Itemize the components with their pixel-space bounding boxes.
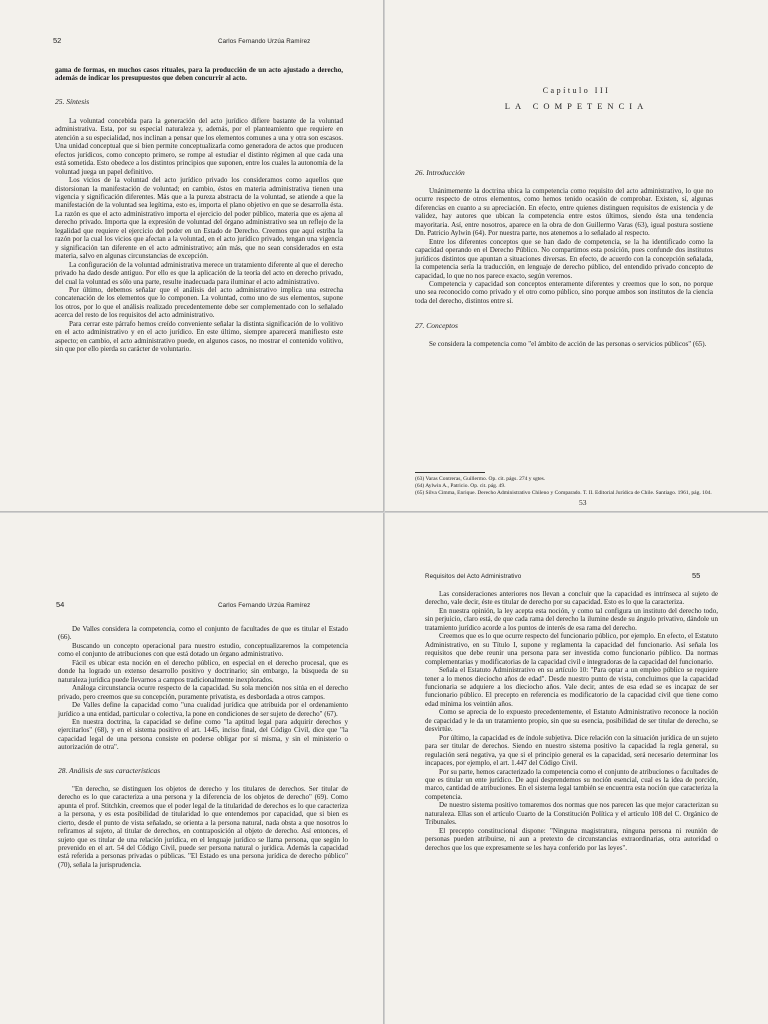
page-53 bbox=[385, 0, 768, 512]
page-54 bbox=[0, 513, 384, 1024]
footnote: (63) Varas Contreras, Guillermo. Op. cit. págs. 274 y sgtes. bbox=[415, 476, 546, 482]
paragraph: En nuestra doctrina, la capacidad se define como "la aptitud legal para adquirir derechos y ejercitarlos" (68), y en el sistema positivo el art. 1445, inciso final, del Código Civil, dice que "la capacidad legal de una persona consiste en poderse obligar por sí misma, y sin el ministerio o autorización de otra". bbox=[58, 717, 348, 752]
text-column bbox=[58, 625, 348, 869]
running-head: Carlos Fernando Urzúa Ramírez bbox=[218, 602, 311, 609]
running-head: Requisitos del Acto Administrativo bbox=[425, 573, 522, 580]
page-number: 53 bbox=[579, 498, 587, 507]
paragraph: Por último, debemos señalar que el análisis del acto administrativo implica una estrecha concatenación de los elementos que lo componen. La voluntad, como uno de sus elementos, supone los otros, por lo que el análisis realizado precedentemente debe ser complementado con lo señalado acerca del resto de los requisitos del acto administrativo. bbox=[55, 285, 343, 320]
paragraph: "En derecho, se distinguen los objetos de derecho y los titulares de derechos. Ser titular de derecho es lo que caracteriza a una persona y la diferencia de los objetos de derecho" (69). Como apunta el prof. Stitchkin, creemos que el poder legal de la titularidad de derechos es lo que caracteriza a la persona, y es esta posibilidad de titularidad lo que entendemos por capacidad, que si bien es cierto, desde el punto de vista señalado, se orienta a la persona natural, nada obsta a que nosotros lo refiramos al sujeto, al titular de derechos, en contraposición al objeto de derecho. Así entonces, el sujeto que es titular de una relación jurídica, en el lenguaje jurídico se llama persona, que según lo prevenido en el art. 54 del Código Civil, puede ser persona natural o jurídica. Además la capacidad está referida a personas privadas o públicas. "El Estado es una persona jurídica de derecho público" (70), señala la jurisprudencia. bbox=[58, 784, 348, 869]
paragraph: Competencia y capacidad son conceptos enteramente diferentes y creemos que lo son, no porque uno sea reconocido como privado y el otro como público, sino porque ambos son institutos de la ciencia toda del derecho, distintos entre sí. bbox=[415, 279, 713, 305]
paragraph: Análoga circunstancia ocurre respecto de la capacidad. Su sola mención nos sitúa en el derecho privado, pero creemos que su concepción, puramente privatista, es desbordada a otros campos. bbox=[58, 684, 348, 701]
paragraph: Fácil es ubicar esta noción en el derecho público, en especial en el derecho procesal, que es donde ha logrado un extenso desarrollo positivo y doctrinario; sin embargo, la búsqueda de su naturaleza jurídica puede llevarnos a campos tradicionalmente inexplorados. bbox=[58, 658, 348, 684]
paragraph: En nuestra opinión, la ley acepta esta noción, y como tal configura un instituto del derecho todo, sin perjuicio, claro está, de que cada rama del derecho la ilumine desde su ángulo privativo, dándole un tratamiento jurídico acorde a los puntos de interés de esa rama del derecho. bbox=[425, 606, 718, 632]
chapter-label: Capítulo III bbox=[542, 86, 611, 95]
paragraph: Como se aprecia de lo expuesto precedentemente, el Estatuto Administrativo reconoce la noción de capacidad y le da un tratamiento propio, sin que su esencia, posibilidad de ser titular de derecho, se desvirtúe. bbox=[425, 708, 718, 734]
paragraph: gama de formas, en muchos casos rituales, para la producción de un acto ajustado a derecho, además de indicar los presupuestos que deben concurrir al acto. bbox=[55, 66, 343, 83]
page-number: 55 bbox=[692, 571, 701, 580]
paragraph: Unánimemente la doctrina ubica la competencia como requisito del acto administrativo, lo que no ocurre respecto de otros elementos, como hemos tenido ocasión de comprobar. Existen, sí, algunas diferencias en cuanto a su apreciación. En efecto, entre quienes distinguen requisitos de existencia y de validez, hay autores que ubican la competencia entre estos últimos, siendo ésta una tendencia mayoritaria. Así, entre nosotros, aparece en la obra de don Guillermo Varas (63), igual postura sostiene Dn. Patricio Aylwin (64). Por nuestra parte, nos atenemos a lo señalado al respecto. bbox=[415, 187, 713, 238]
page-52 bbox=[0, 0, 384, 512]
paragraph: Señala el Estatuto Administrativo en su artículo 10: "Para optar a un empleo público se requiere tener a lo menos dieciocho años de edad". Desde nuestro punto de vista, concluimos que la capacidad funcionaria se adquiere a los dieciocho años. Vale decir, antes de esa edad se es incapaz de ser funcionario público. El precepto en referencia es modificatorio de la capacidad civil que tiene como edad mínima los veintiún años. bbox=[425, 666, 718, 708]
running-head: Carlos Fernando Urzúa Ramírez bbox=[218, 38, 311, 45]
paragraph: Para cerrar este párrafo hemos creído conveniente señalar la distinta significación de lo volitivo en el acto administrativo y en el acto jurídico. En este último, siempre aparecerá manifiesto este aspecto; en cambio, el acto administrativo puede, en algunos casos, no mostrar el contenido volitivo, sin que por ello pierda su carácter de voluntario. bbox=[55, 319, 343, 354]
paragraph: Se considera la competencia como "el ámbito de acción de las personas o servicios públicos" (65). bbox=[429, 340, 707, 349]
paragraph: Creemos que es lo que ocurre respecto del funcionario público, por ejemplo. En efecto, el Estatuto Administrativo, en su Título I, supone y reglamenta la capacidad del funcionario. Así señala los requisitos que debe reunir una persona para ser investida como funcionario público. Da normas complementarias y modificatorias de la capacidad civil e integradoras de la capacidad del funcionario. bbox=[425, 632, 718, 666]
paragraph: La configuración de la voluntad administrativa merece un tratamiento diferente al que el derecho privado ha dado desde antiguo. Por ello es que la aplicación de la teoría del acto en derecho privado, del cual la voluntad es sólo una parte, resulte inadecuada para iluminar el acto administrativo. bbox=[55, 260, 343, 286]
paragraph: Buscando un concepto operacional para nuestro estudio, conceptualizaremos la competencia como el conjunto de atribuciones con que está dotado un órgano administrativo. bbox=[58, 641, 348, 659]
paragraph: Por último, la capacidad es de índole subjetiva. Dice relación con la situación jurídica de un sujeto para ser titular de derechos. Siendo en nuestro sistema positivo la capacidad la regla general, su regulación será negativa, ya que si el principio general es la capacidad, será necesario determinar los incapaces, por ejemplo, el art. 1.447 del Código Civil. bbox=[425, 733, 718, 768]
paragraph: De Valles considera la competencia, como el conjunto de facultades de que es titular el Estado (66). bbox=[58, 625, 348, 642]
text-column bbox=[425, 590, 718, 852]
footnote-rule bbox=[415, 472, 485, 473]
paragraph: De Valles define la capacidad como "una cualidad jurídica que atribuida por el ordenamiento jurídico a una entidad, particular o colectiva, la pone en condiciones de ser sujeto de derecho" (67). bbox=[58, 701, 348, 718]
text-column bbox=[55, 66, 343, 354]
paragraph: De nuestro sistema positivo tomaremos dos normas que nos parecen las que mejor caracterizan su naturaleza. Ellas son el artículo Cuarto de la Constitución Política y el artículo 108 del C. Orgánico de Tribunales. bbox=[425, 801, 718, 827]
section-heading: 28. Análisis de sus características bbox=[58, 765, 161, 775]
section-heading: 25. Síntesis bbox=[55, 96, 90, 106]
section-heading: 26. Introducción bbox=[415, 168, 465, 177]
page-number: 54 bbox=[56, 600, 65, 609]
paragraph: Los vicios de la voluntad del acto jurídico privado los consideramos como aquellos que distorsionan la manifestación de voluntad; en cambio, éstos en materia administrativa tienen una vigencia y significación diferentes. Más que a la pureza abstracta de la voluntad, se atiende a que la manifestación de la voluntad sea legítima, esto es, importa el plano objetivo en que se desarrolla ésta. La razón es que el acto administrativo importa el ejercicio del poder público, materia que es ajena al derecho privado. Importa que la expresión de voluntad del órgano administrativo sea un reflejo de la legalidad que requiere el ejercicio del poder en un Estado de Derecho. Creemos que aquí estriba la razón por la cual los vicios que afectan a la voluntad, en el acto jurídico privado, tengan una vigencia y significación tan diferente en el acto administrativo; aún más, que no sean considerados en esta materia, salvo en algunas circunstancias de excepción. bbox=[55, 176, 343, 261]
paragraph: La voluntad concebida para la generación del acto jurídico difiere bastante de la voluntad administrativa. Esta, por su especial naturaleza y, además, por el planteamiento que requiere en atención a su especialidad, nos inclinan a pensar que los elementos comunes a una y otra son escasos. Una unidad conceptual que si bien permite conceptualizarla como generadora de actos que producen efectos jurídicos, como concepto primero, se rompe al estudiar el distinto régimen al que cada una está sometida. Esto obedece a los distintos principios que suponen, entre los cuales la autonomía de la voluntad juega un papel definitivo. bbox=[55, 116, 343, 176]
paragraph: El precepto constitucional dispone: "Ninguna magistratura, ninguna persona ni reunión de personas pueden atribuirse, ni aun a pretexto de circunstancias extraordinarias, otra autoridad o derechos que los que expresamente se les haya conferido por las leyes". bbox=[425, 826, 718, 852]
footnote: (64) Aylwin A., Patricio. Op. cit. pág. 49. bbox=[415, 483, 506, 489]
paragraph: Las consideraciones anteriores nos llevan a concluir que la capacidad es intrínseca al sujeto de derecho, vale decir, éste es titular de derecho por su capacidad. Esto es lo que la caracteriza. bbox=[425, 590, 718, 607]
footnotes bbox=[415, 476, 715, 497]
section-heading: 27. Conceptos bbox=[415, 321, 458, 331]
page-55 bbox=[385, 513, 768, 1024]
paragraph: Entre los diferentes conceptos que se han dado de competencia, se la ha identificado como la capacidad operando en el Derecho Público. No compartimos esta posición, pues confunde dos institutos jurídicos distintos que apuntan a situaciones diversas. En efecto, de acuerdo con la concepción señalada, la competencia sería la traducción, en lenguaje de derecho público, del entendido privado concepto de capacidad, lo que no nos parece exacto, según veremos. bbox=[415, 237, 713, 280]
footnote: (65) Silva Cimma, Enrique. Derecho Administrativo Chileno y Comparado. T. II. Editorial Jurídica de Chile. Santiago. 1961, pág. 104. bbox=[415, 490, 712, 496]
text-column bbox=[415, 168, 713, 349]
paragraph: Por su parte, hemos caracterizado la competencia como el conjunto de atribuciones o facultades de que es titular un ente jurídico. De aquí desprendemos su noción esencial, cual es la idea de porción, marco, cantidad de atribuciones. En el sistema legal también se encuentra esta noción que caracteriza la competencia. bbox=[425, 767, 718, 801]
page-number: 52 bbox=[53, 36, 62, 45]
chapter-title: LA COMPETENCIA bbox=[504, 101, 649, 111]
